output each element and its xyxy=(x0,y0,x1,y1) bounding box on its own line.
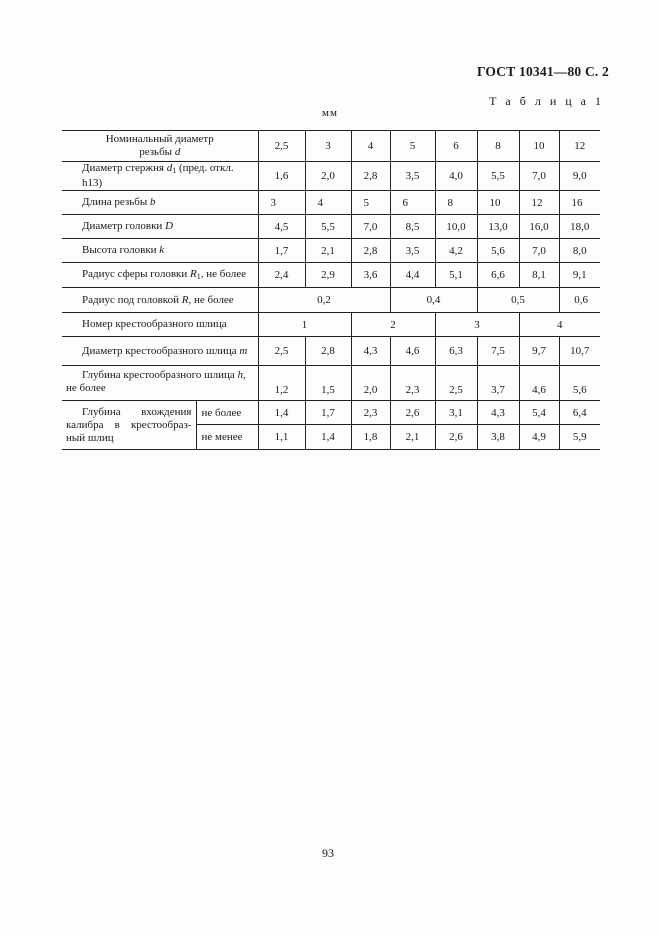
table-cell: 1,1 xyxy=(258,425,305,450)
table-cell: 5,6 xyxy=(559,366,600,401)
row-label: Радиус сферы головки $R_1$, не более xyxy=(62,263,258,288)
table-cell: 10,7 xyxy=(559,337,600,366)
table-cell: 2,0 xyxy=(305,162,351,191)
table-cell: 3,5 xyxy=(390,239,435,263)
table-cell: 7,0 xyxy=(351,215,390,239)
header-label-line1: Номинальный диаметр xyxy=(105,133,214,145)
table-cell: 8,1 xyxy=(519,263,559,288)
dimensions-table xyxy=(62,130,600,450)
diameter-header: 6 xyxy=(435,131,477,162)
table-cell: 3,1 xyxy=(435,401,477,425)
diameter-header: 4 xyxy=(351,131,390,162)
table-row xyxy=(62,401,600,425)
table-cell: 2,9 xyxy=(305,263,351,288)
table-cell: 1,2 xyxy=(258,366,305,401)
table-cell: 16 xyxy=(559,191,600,215)
table-cell: 3 xyxy=(435,313,519,337)
row-label: Высота головки k xyxy=(62,239,258,263)
row-label: Диаметр головки D xyxy=(62,215,258,239)
table-cell: 2,1 xyxy=(390,425,435,450)
table-cell: 7,0 xyxy=(519,162,559,191)
table-row xyxy=(62,162,600,191)
table-cell: 13,0 xyxy=(477,215,519,239)
row-label: Радиус под головкой R, не более xyxy=(62,288,258,313)
table-row xyxy=(62,191,600,215)
table-row xyxy=(62,239,600,263)
table-cell: 4,2 xyxy=(435,239,477,263)
table-cell: 2,6 xyxy=(435,425,477,450)
document-reference: ГОСТ 10341—80 С. 2 xyxy=(476,64,609,79)
table-cell: 6,4 xyxy=(559,401,600,425)
table-row xyxy=(62,131,600,162)
table-cell: 0,6 xyxy=(559,288,600,313)
units-label: мм xyxy=(322,107,338,119)
table-cell: 5,5 xyxy=(305,215,351,239)
table-cell: 2,6 xyxy=(390,401,435,425)
table-cell: 2,5 xyxy=(258,337,305,366)
table-row xyxy=(62,366,600,401)
table-cell: 3,7 xyxy=(477,366,519,401)
row-label: Длина резьбы b xyxy=(62,191,258,215)
table-cell: 9,7 xyxy=(519,337,559,366)
table-row xyxy=(62,263,600,288)
table-cell: 1,4 xyxy=(305,425,351,450)
table-cell: 10 xyxy=(477,191,519,215)
row-label: Диаметр крестообразного шлица m xyxy=(62,337,258,366)
table-row xyxy=(62,313,600,337)
table-cell: 10,0 xyxy=(435,215,477,239)
table-cell: 7,5 xyxy=(477,337,519,366)
gauge-label-line3: ный шлиц xyxy=(66,432,114,444)
table-cell: 4,6 xyxy=(519,366,559,401)
row-label: Диаметр стержня $d_1$ (пред. откл. h13) xyxy=(62,162,258,191)
table-cell: 2,4 xyxy=(258,263,305,288)
table-cell: 2,8 xyxy=(351,162,390,191)
row-sublabel: не менее xyxy=(196,425,258,450)
table-cell: 5,9 xyxy=(559,425,600,450)
table-label: Т а б л и ц а 1 xyxy=(489,94,604,108)
table-cell: 9,1 xyxy=(559,263,600,288)
table-cell: 9,0 xyxy=(559,162,600,191)
table-cell: 4,5 xyxy=(258,215,305,239)
table-cell: 5,1 xyxy=(435,263,477,288)
gauge-label-line1: Глубина вхождения xyxy=(82,406,192,418)
row-label: Номер крестообразного шлица xyxy=(62,313,258,337)
table-cell: 1,7 xyxy=(258,239,305,263)
table-cell: 2,3 xyxy=(390,366,435,401)
table-cell: 1,6 xyxy=(258,162,305,191)
table-cell: 1 xyxy=(258,313,351,337)
diameter-header: 12 xyxy=(559,131,600,162)
table-cell: 1,8 xyxy=(351,425,390,450)
table-cell: 3 xyxy=(258,191,305,215)
table-cell: 2,8 xyxy=(305,337,351,366)
header-label-cell xyxy=(62,131,258,162)
table-cell: 8,5 xyxy=(390,215,435,239)
table-cell: 6,3 xyxy=(435,337,477,366)
table-cell: 5 xyxy=(351,191,390,215)
table-cell: 0,5 xyxy=(477,288,559,313)
table-cell: 4,3 xyxy=(477,401,519,425)
table-row xyxy=(62,337,600,366)
table-cell: 18,0 xyxy=(559,215,600,239)
table-cell: 8 xyxy=(435,191,477,215)
table-cell: 7,0 xyxy=(519,239,559,263)
table-row xyxy=(62,288,600,313)
diameter-header: 5 xyxy=(390,131,435,162)
table-row xyxy=(62,215,600,239)
table-cell: 0,4 xyxy=(390,288,477,313)
table-cell: 4 xyxy=(305,191,351,215)
table-cell: 2,5 xyxy=(435,366,477,401)
table-cell: 8,0 xyxy=(559,239,600,263)
table-cell: 4,6 xyxy=(390,337,435,366)
row-label-line1: Глубина крестообразного шлица h, xyxy=(82,369,246,381)
table-cell: 2,3 xyxy=(351,401,390,425)
table-cell: 4,9 xyxy=(519,425,559,450)
table-cell: 2 xyxy=(351,313,435,337)
table-cell: 5,4 xyxy=(519,401,559,425)
table-cell: 3,5 xyxy=(390,162,435,191)
table-cell: 3,6 xyxy=(351,263,390,288)
diameter-header: 2,5 xyxy=(258,131,305,162)
row-sublabel: не более xyxy=(196,401,258,425)
table-cell: 0,2 xyxy=(258,288,390,313)
table-cell: 4,0 xyxy=(435,162,477,191)
table-cell: 2,8 xyxy=(351,239,390,263)
table-cell: 5,5 xyxy=(477,162,519,191)
table-cell: 6,6 xyxy=(477,263,519,288)
diameter-header: 3 xyxy=(305,131,351,162)
header-label-line2: резьбы d xyxy=(139,146,181,158)
table-cell: 2,1 xyxy=(305,239,351,263)
page-number: 93 xyxy=(322,846,334,860)
table-cell: 16,0 xyxy=(519,215,559,239)
gauge-label-cell xyxy=(62,401,196,450)
table-cell: 4 xyxy=(519,313,600,337)
table-cell: 6 xyxy=(390,191,435,215)
table-cell: 1,5 xyxy=(305,366,351,401)
table-cell: 2,0 xyxy=(351,366,390,401)
table-cell: 1,4 xyxy=(258,401,305,425)
table-cell: 12 xyxy=(519,191,559,215)
table-cell: 4,4 xyxy=(390,263,435,288)
row-label-line2: не более xyxy=(66,382,106,394)
table-cell: 4,3 xyxy=(351,337,390,366)
diameter-header: 10 xyxy=(519,131,559,162)
diameter-header: 8 xyxy=(477,131,519,162)
table-cell: 1,7 xyxy=(305,401,351,425)
table-cell: 5,6 xyxy=(477,239,519,263)
row-label xyxy=(62,366,258,401)
table-cell: 3,8 xyxy=(477,425,519,450)
gauge-label-line2: калибра в крестообраз- xyxy=(66,419,192,431)
